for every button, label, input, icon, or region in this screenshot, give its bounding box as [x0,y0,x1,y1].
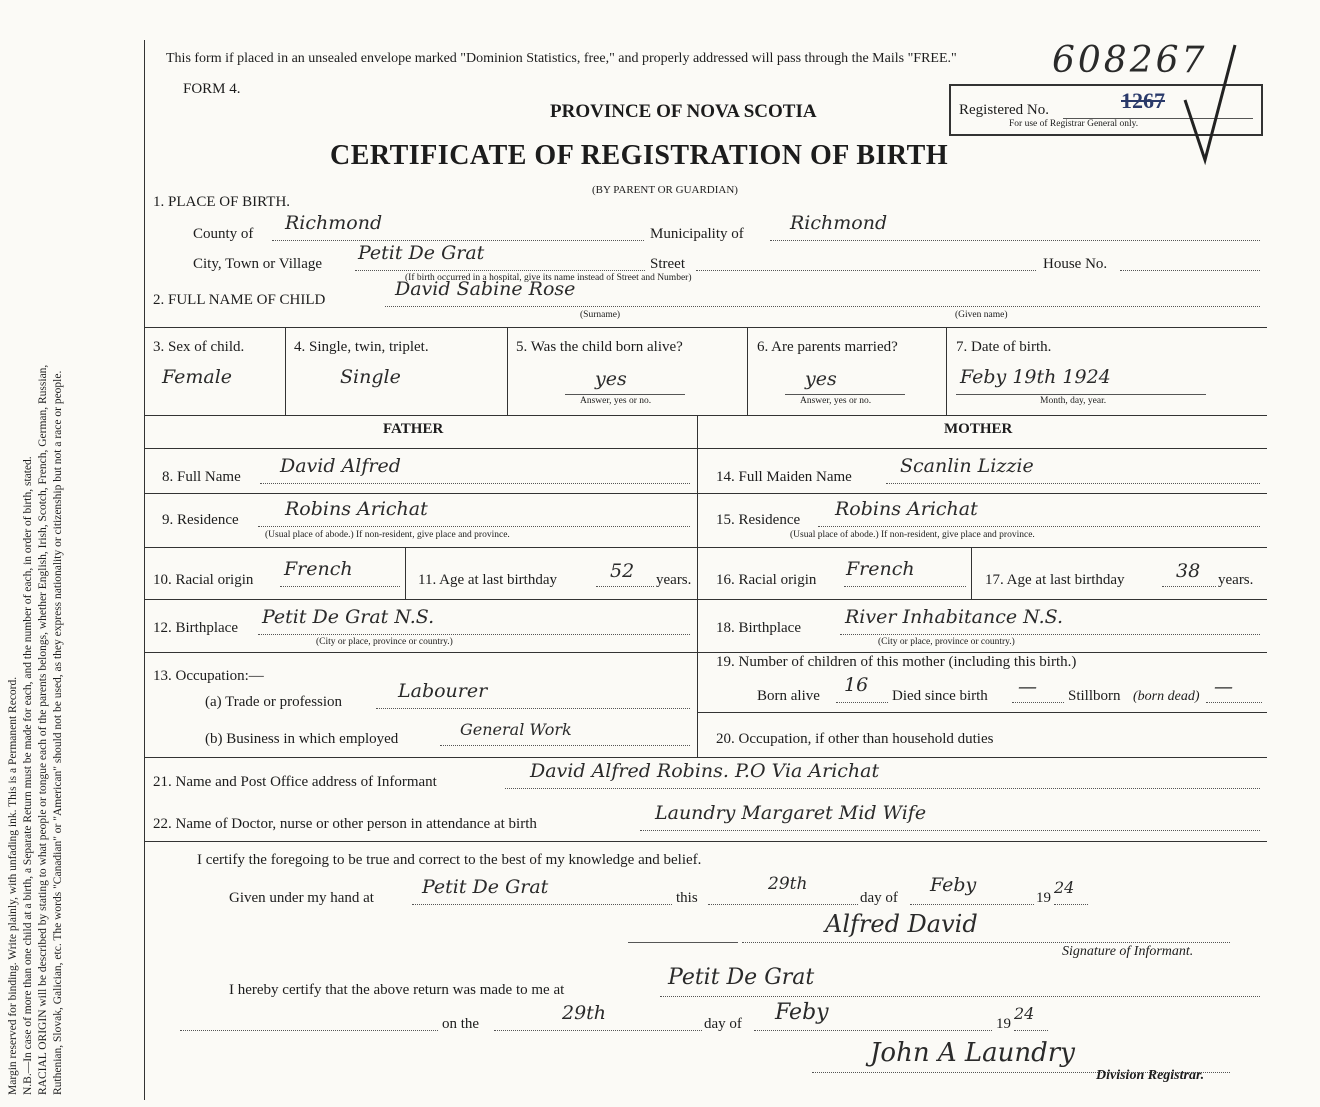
plurality-value: Single [340,366,401,388]
given-under-hand-label: Given under my hand at [229,890,374,906]
doctor-value: Laundry Margaret Mid Wife [655,802,927,824]
street-label: Street [650,256,685,272]
father-residence-label: 9. Residence [162,512,239,528]
subtitle: (BY PARENT OR GUARDIAN) [592,184,738,196]
died-since-birth-count: — [1018,676,1037,698]
registration-year-value: 24 [1014,1004,1035,1023]
registered-value: 1267 [1121,88,1165,113]
margin-line: N.B.—In case of more than one child at a birth, a Separate Return must be made for each, and the number of each, in order of birth, stated. [22,456,34,1095]
mother-name-label: 14. Full Maiden Name [716,469,852,485]
stillborn-count: — [1214,676,1233,698]
sex-value: Female [162,366,233,388]
division-registrar-caption: Division Registrar. [1096,1068,1205,1083]
date-caption: Month, day, year. [1040,396,1107,406]
margin-line: Ruthenian, Slovak, Galician, etc. The words "Canadian" or "American" should not be used, as they express nationality or citizenship but not a race or people. [52,370,64,1095]
certification-statement: I certify the foregoing to be true and correct to the best of my knowledge and belief. [197,852,702,868]
date-of-birth-label: 7. Date of birth. [956,339,1052,355]
mother-age-label: 17. Age at last birthday [985,572,1125,588]
registrar-signature: John A Laundry [870,1038,1075,1068]
born-alive-count: 16 [844,674,869,696]
informant-signature-caption: Signature of Informant. [1062,944,1194,959]
plurality-label: 4. Single, twin, triplet. [294,339,429,355]
mother-residence-label: 15. Residence [716,512,801,528]
yes-no-caption: Answer, yes or no. [800,396,872,406]
mother-residence-value: Robins Arichat [835,498,978,520]
hospital-note: (If birth occurred in a hospital, give its name instead of Street and Number) [405,273,692,283]
father-heading: FATHER [383,421,444,437]
doctor-label: 22. Name of Doctor, nurse or other person in attendance at birth [153,816,537,832]
father-birthplace-caption: (City or place, province or country.) [316,637,453,647]
father-residence-value: Robins Arichat [285,498,428,520]
page-title: CERTIFICATE OF REGISTRATION OF BIRTH [330,140,949,171]
this-label: this [676,890,698,906]
date-of-birth-value: Feby 19th 1924 [960,366,1111,388]
mother-years-label: years. [1218,572,1254,588]
reg-year-prefix: 19 [996,1016,1011,1032]
margin-line: RACIAL ORIGIN will be described by stating to what people or tongue each of the parents belongs, whether English, Irish, Scotch, French, German, Russian, [37,364,49,1095]
informant-label: 21. Name and Post Office address of Informant [153,774,437,790]
yes-no-caption: Answer, yes or no. [580,396,652,406]
certification-month-value: Feby [930,874,977,896]
certification-day-value: 29th [768,874,808,894]
check-mark-icon [1180,40,1240,170]
day-of-label: day of [860,890,898,906]
trade-label: (a) Trade or profession [205,694,343,710]
certification-year-value: 24 [1054,878,1075,897]
mother-birthplace-caption: (City or place, province or country.) [878,637,1015,647]
registrar-statement: I hereby certify that the above return was made to me at [229,982,565,998]
registration-month-value: Feby [775,1000,829,1025]
father-residence-caption: (Usual place of abode.) If non-resident, give place and province. [265,530,510,540]
stillborn-label: Stillborn [1068,688,1121,704]
stillborn-note: (born dead) [1133,689,1200,704]
form-number: FORM 4. [183,81,241,97]
municipality-label: Municipality of [650,226,744,242]
business-value: General Work [460,720,572,739]
registration-day-value: 29th [562,1002,607,1024]
born-alive-question: 5. Was the child born alive? [516,339,683,355]
mother-name-value: Scanlin Lizzie [900,455,1034,477]
binding-margin-rule [144,40,145,1100]
father-age-label: 11. Age at last birthday [418,572,557,588]
place-of-birth-heading: 1. PLACE OF BIRTH. [153,194,291,210]
mother-birthplace-label: 18. Birthplace [716,620,801,636]
year-prefix: 19 [1036,890,1051,906]
born-alive-label: Born alive [757,688,820,704]
father-name-value: David Alfred [280,455,401,477]
municipality-value: Richmond [790,212,888,234]
registrar-place-value: Petit De Grat [668,965,815,990]
mother-age-value: 38 [1176,560,1201,582]
informant-value: David Alfred Robins. P.O Via Arichat [530,760,880,782]
informant-signature: Alfred David [825,910,978,938]
father-race-value: French [284,558,353,580]
mother-race-label: 16. Racial origin [716,572,817,588]
registered-label: Registered No. [959,102,1049,118]
margin-instructions [6,5,66,1095]
father-years-label: years. [656,572,692,588]
reg-day-of-label: day of [704,1016,742,1032]
on-the-label: on the [442,1016,480,1032]
county-value: Richmond [285,212,383,234]
sex-label: 3. Sex of child. [153,339,245,355]
county-label: County of [193,226,254,242]
trade-value: Labourer [398,680,488,702]
father-birthplace-value: Petit De Grat N.S. [262,606,435,628]
mother-residence-caption: (Usual place of abode.) If non-resident, give place and province. [790,530,1035,540]
city-value: Petit De Grat [358,242,485,264]
child-name-label: 2. FULL NAME OF CHILD [153,292,326,308]
given-name-caption: (Given name) [955,310,1008,320]
father-race-label: 10. Racial origin [153,572,254,588]
margin-line: Margin reserved for binding. Write plainly, with unfading ink. This is a Permanent Record. [7,676,19,1095]
house-label: House No. [1043,256,1108,272]
parents-married-value: yes [805,368,837,390]
children-count-label: 19. Number of children of this mother (including this birth.) [716,654,1077,670]
mother-birthplace-value: River Inhabitance N.S. [845,606,1063,628]
born-alive-value: yes [595,368,627,390]
mother-heading: MOTHER [944,421,1013,437]
child-name-value: David Sabine Rose [395,278,576,300]
business-label: (b) Business in which employed [205,731,399,747]
occupation-label: 13. Occupation:— [153,668,264,684]
father-birthplace-label: 12. Birthplace [153,620,238,636]
given-place-value: Petit De Grat [422,876,549,898]
mother-occupation-label: 20. Occupation, if other than household duties [716,731,994,747]
father-age-value: 52 [610,560,635,582]
surname-caption: (Surname) [580,310,621,320]
registrar-note: For use of Registrar General only. [1009,119,1139,129]
handwritten-registration-number: 608267 [1052,40,1208,81]
mail-notice: This form if placed in an unsealed envelope marked "Dominion Statistics, free," and properly addressed will pass through the Mails "FREE." [166,51,957,66]
died-since-birth-label: Died since birth [892,688,988,704]
parents-married-question: 6. Are parents married? [757,339,898,355]
mother-race-value: French [846,558,915,580]
father-name-label: 8. Full Name [162,469,241,485]
province-heading: PROVINCE OF NOVA SCOTIA [550,101,817,122]
city-label: City, Town or Village [193,256,323,272]
